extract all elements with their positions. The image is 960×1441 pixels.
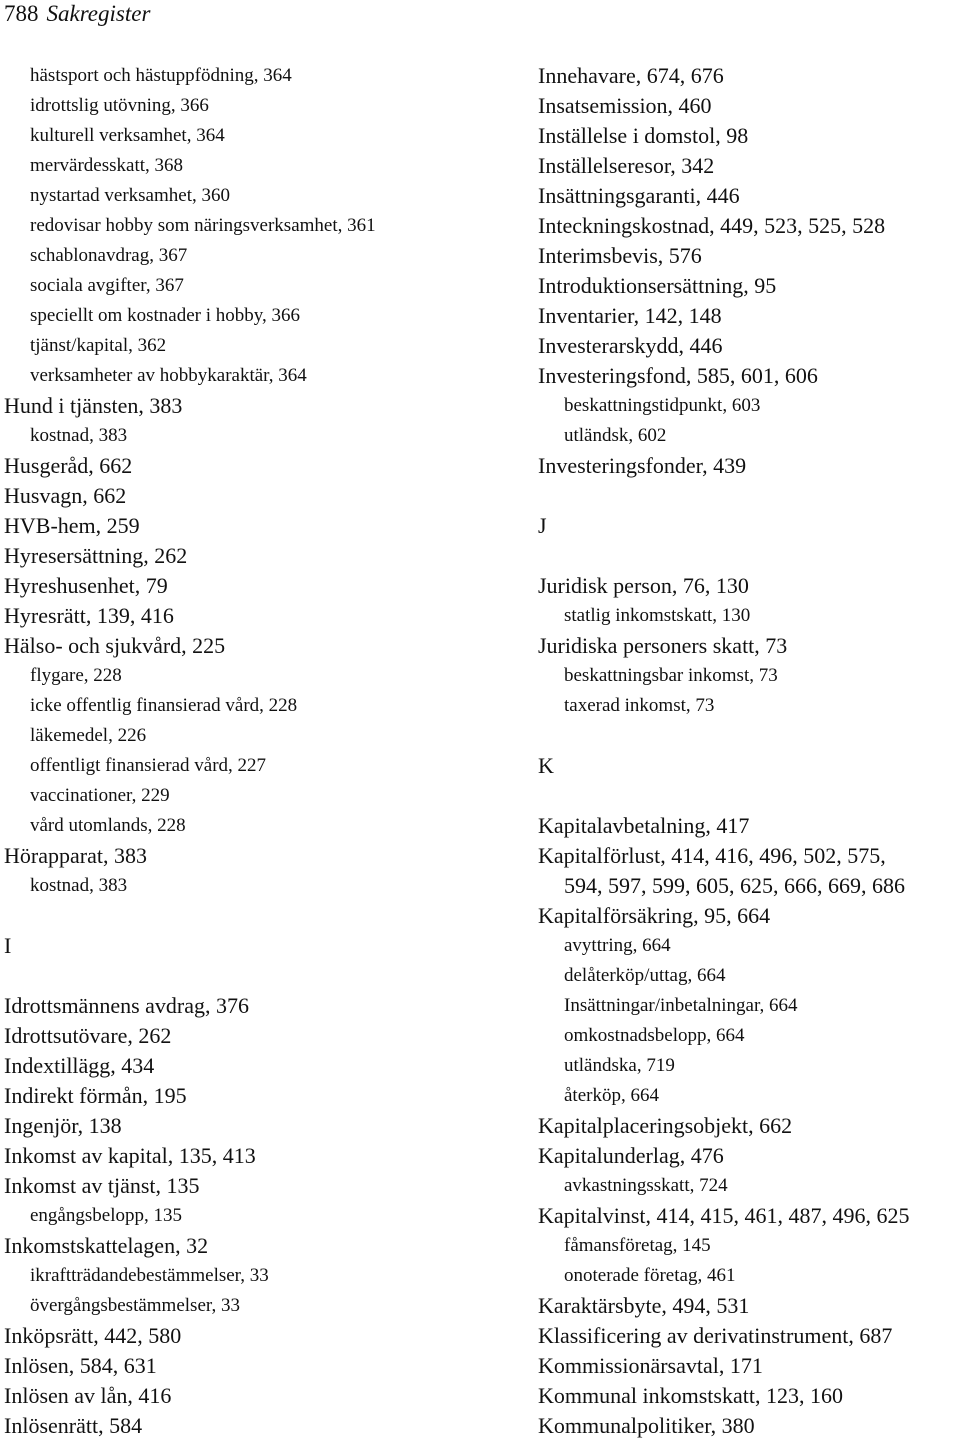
index-entry: Inteckningskostnad, 449, 523, 525, 528 bbox=[538, 213, 886, 238]
index-entry: Inlösen av lån, 416 bbox=[4, 1383, 172, 1408]
index-subentry: kostnad, 383 bbox=[30, 425, 128, 446]
index-column-left bbox=[4, 61, 524, 1441]
index-subentry: kulturell verksamhet, 364 bbox=[30, 125, 225, 146]
index-entry: Hyresrätt, 139, 416 bbox=[4, 603, 174, 628]
index-subentry: engångsbelopp, 135 bbox=[30, 1205, 182, 1226]
index-entry: Inlösenrätt, 584 bbox=[4, 1413, 143, 1438]
index-entry: Kapitalavbetalning, 417 bbox=[538, 813, 750, 838]
index-entry: Kapitalunderlag, 476 bbox=[538, 1143, 724, 1168]
index-subentry: vård utomlands, 228 bbox=[30, 815, 186, 836]
index-subentry: idrottslig utövning, 366 bbox=[30, 95, 209, 116]
index-entry: HVB-hem, 259 bbox=[4, 513, 140, 538]
section-letter: I bbox=[4, 933, 12, 958]
index-subentry: taxerad inkomst, 73 bbox=[564, 695, 715, 716]
index-subentry: ikraftträdandebestämmelser, 33 bbox=[30, 1265, 269, 1286]
index-entry: Investeringsfonder, 439 bbox=[538, 453, 747, 478]
index-subentry: omkostnadsbelopp, 664 bbox=[564, 1025, 745, 1046]
index-entry: Karaktärsbyte, 494, 531 bbox=[538, 1293, 750, 1318]
index-subentry: icke offentlig finansierad vård, 228 bbox=[30, 695, 298, 716]
index-entry: Hyreshusenhet, 79 bbox=[4, 573, 168, 598]
page-header bbox=[4, 0, 150, 29]
index-subentry: avyttring, 664 bbox=[564, 935, 671, 956]
index-entry: Investerarskydd, 446 bbox=[538, 333, 723, 358]
index-entry: Inställelseresor, 342 bbox=[538, 153, 715, 178]
index-entry: Kommunalpolitiker, 380 bbox=[538, 1413, 755, 1438]
index-subentry: övergångsbestämmelser, 33 bbox=[30, 1295, 240, 1316]
index-subentry: offentligt finansierad vård, 227 bbox=[30, 755, 267, 776]
spacer bbox=[538, 721, 960, 751]
index-entry: Idrottsutövare, 262 bbox=[4, 1023, 172, 1048]
section-letter: J bbox=[538, 513, 547, 538]
index-subentry: flygare, 228 bbox=[30, 665, 122, 686]
page-title: Sakregister bbox=[46, 1, 151, 26]
index-subentry: verksamheter av hobbykaraktär, 364 bbox=[30, 365, 307, 386]
index-entry: Juridisk person, 76, 130 bbox=[538, 573, 749, 598]
index-entry: Kapitalförlust, 414, 416, 496, 502, 575, bbox=[538, 843, 886, 868]
index-subentry: beskattningstidpunkt, 603 bbox=[564, 395, 761, 416]
index-entry: Insättningsgaranti, 446 bbox=[538, 183, 740, 208]
index-entry: Interimsbevis, 576 bbox=[538, 243, 702, 268]
index-subentry: återköp, 664 bbox=[564, 1085, 659, 1106]
spacer bbox=[538, 481, 960, 511]
index-subentry: statlig inkomstskatt, 130 bbox=[564, 605, 751, 626]
index-entry: Investeringsfond, 585, 601, 606 bbox=[538, 363, 818, 388]
index-entry: Inkomst av kapital, 135, 413 bbox=[4, 1143, 256, 1168]
index-entry: Indextillägg, 434 bbox=[4, 1053, 155, 1078]
index-entry-continuation: 594, 597, 599, 605, 625, 666, 669, 686 bbox=[564, 873, 905, 898]
index-subentry: utländsk, 602 bbox=[564, 425, 667, 446]
index-subentry: fåmansföretag, 145 bbox=[564, 1235, 711, 1256]
spacer bbox=[538, 541, 960, 571]
index-subentry: redovisar hobby som näringsverksamhet, 361 bbox=[30, 215, 376, 236]
index-entry: Inkomst av tjänst, 135 bbox=[4, 1173, 200, 1198]
index-entry: Juridiska personers skatt, 73 bbox=[538, 633, 788, 658]
section-letter: K bbox=[538, 753, 554, 778]
index-entry: Kapitalvinst, 414, 415, 461, 487, 496, 625 bbox=[538, 1203, 910, 1228]
index-subentry: avkastningsskatt, 724 bbox=[564, 1175, 728, 1196]
index-entry: Husvagn, 662 bbox=[4, 483, 127, 508]
index-subentry: kostnad, 383 bbox=[30, 875, 128, 896]
index-subentry: schablonavdrag, 367 bbox=[30, 245, 188, 266]
index-subentry: speciellt om kostnader i hobby, 366 bbox=[30, 305, 300, 326]
index-subentry: beskattningsbar inkomst, 73 bbox=[564, 665, 778, 686]
index-subentry: nystartad verksamhet, 360 bbox=[30, 185, 230, 206]
index-entry: Inventarier, 142, 148 bbox=[538, 303, 722, 328]
index-entry: Ingenjör, 138 bbox=[4, 1113, 122, 1138]
index-entry: Inkomstskattelagen, 32 bbox=[4, 1233, 209, 1258]
index-entry: Kapitalplaceringsobjekt, 662 bbox=[538, 1113, 793, 1138]
index-entry: Innehavare, 674, 676 bbox=[538, 63, 724, 88]
index-subentry: Insättningar/inbetalningar, 664 bbox=[564, 995, 798, 1016]
index-column-right bbox=[538, 61, 960, 1441]
index-entry: Indirekt förmån, 195 bbox=[4, 1083, 187, 1108]
index-subentry: vaccinationer, 229 bbox=[30, 785, 170, 806]
index-subentry: utländska, 719 bbox=[564, 1055, 675, 1076]
index-entry: Insatsemission, 460 bbox=[538, 93, 712, 118]
spacer bbox=[538, 781, 960, 811]
index-subentry: delåterköp/uttag, 664 bbox=[564, 965, 726, 986]
index-subentry: mervärdesskatt, 368 bbox=[30, 155, 184, 176]
index-entry: Hörapparat, 383 bbox=[4, 843, 147, 868]
index-entry: Idrottsmännens avdrag, 376 bbox=[4, 993, 249, 1018]
index-entry: Klassificering av derivatinstrument, 687 bbox=[538, 1323, 893, 1348]
index-subentry: hästsport och hästuppfödning, 364 bbox=[30, 65, 292, 86]
index-entry: Introduktionsersättning, 95 bbox=[538, 273, 777, 298]
index-entry: Husgeråd, 662 bbox=[4, 453, 133, 478]
index-subentry: sociala avgifter, 367 bbox=[30, 275, 184, 296]
page-number: 788 bbox=[4, 1, 39, 26]
spacer bbox=[4, 901, 524, 931]
index-entry: Kapitalförsäkring, 95, 664 bbox=[538, 903, 771, 928]
spacer bbox=[4, 961, 524, 991]
index-entry: Hälso- och sjukvård, 225 bbox=[4, 633, 226, 658]
index-subentry: tjänst/kapital, 362 bbox=[30, 335, 167, 356]
index-entry: Inställelse i domstol, 98 bbox=[538, 123, 749, 148]
index-entry: Inlösen, 584, 631 bbox=[4, 1353, 157, 1378]
index-entry: Inköpsrätt, 442, 580 bbox=[4, 1323, 182, 1348]
index-entry: Hund i tjänsten, 383 bbox=[4, 393, 183, 418]
index-entry: Hyresersättning, 262 bbox=[4, 543, 188, 568]
index-subentry: läkemedel, 226 bbox=[30, 725, 147, 746]
index-entry: Kommissionärsavtal, 171 bbox=[538, 1353, 763, 1378]
index-entry: Kommunal inkomstskatt, 123, 160 bbox=[538, 1383, 843, 1408]
index-subentry: onoterade företag, 461 bbox=[564, 1265, 736, 1286]
